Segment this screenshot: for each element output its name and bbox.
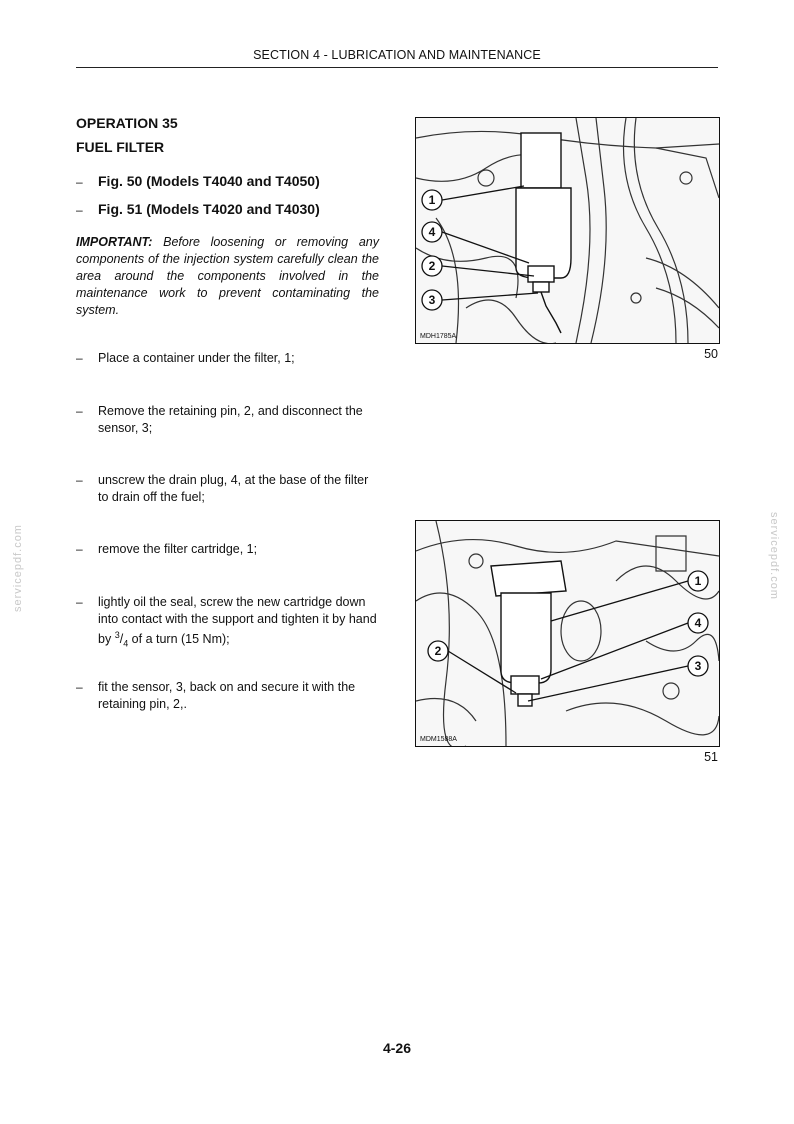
figure-50-illustration — [416, 118, 719, 343]
step-text: remove the filter cartridge, 1; — [98, 542, 258, 556]
step-text-part: lightly oil the seal, screw the new cartridge down into contact with the support and tighten it by hand by — [98, 595, 377, 647]
callout-label: 3 — [428, 293, 436, 307]
step-text: Place a container under the filter, 1; — [98, 351, 295, 365]
figure-code: MDM1588A — [420, 736, 457, 743]
figure-50-photo — [415, 117, 720, 344]
figure-number: 51 — [704, 750, 718, 764]
section-header: SECTION 4 - LUBRICATION AND MAINTENANCE — [253, 48, 541, 62]
list-dash: – — [76, 680, 83, 694]
step-text: unscrew the drain plug, 4, at the base of the filter to drain off the fuel; — [98, 473, 369, 504]
page-number: 4-26 — [382, 1040, 412, 1056]
step-text: fit the sensor, 3, back on and secure it with the retaining pin, 2,. — [98, 680, 356, 711]
callout-label: 1 — [694, 574, 702, 588]
callout-label: 2 — [434, 644, 442, 658]
list-dash: – — [76, 404, 83, 418]
figure-code: MDH1785A — [420, 333, 457, 340]
fraction-denominator: 4 — [123, 638, 129, 649]
list-dash: – — [76, 351, 83, 365]
important-text: Before loosening or removing any components of the injection system carefully clean the area around the components involved in the maintenance work to prevent contaminating the system. — [76, 235, 379, 317]
figure-ref-text: Fig. 50 (Models T4040 and T4050) — [98, 173, 320, 189]
list-dash: – — [76, 542, 83, 556]
step-text: Remove the retaining pin, 2, and disconnect the sensor, 3; — [98, 404, 363, 435]
list-item — [76, 403, 381, 436]
callout-label: 4 — [428, 225, 436, 239]
important-label: IMPORTANT: — [76, 235, 153, 249]
figure-51-illustration — [416, 521, 719, 746]
operation-subtitle: FUEL FILTER — [76, 139, 165, 155]
list-item — [76, 350, 381, 367]
step-text — [98, 594, 381, 652]
list-item — [76, 679, 381, 712]
step-text-part: of a turn (15 Nm); — [128, 632, 230, 647]
list-dash: – — [76, 175, 83, 189]
figure-51-photo — [415, 520, 720, 747]
callout-label: 3 — [694, 659, 702, 673]
important-note — [76, 234, 379, 319]
list-dash: – — [76, 473, 83, 487]
list-item — [76, 472, 381, 505]
watermark: servicepdf.com — [768, 512, 780, 600]
callout-label: 4 — [694, 616, 702, 630]
list-dash: – — [76, 595, 83, 609]
figure-ref-item — [76, 201, 320, 217]
fraction-separator: / — [119, 632, 124, 647]
callout-label: 2 — [428, 259, 436, 273]
figure-number: 50 — [704, 347, 718, 361]
callout-label: 1 — [428, 193, 436, 207]
list-item — [76, 541, 381, 558]
figure-ref-text: Fig. 51 (Models T4020 and T4030) — [98, 201, 320, 217]
fraction-numerator: 3 — [114, 630, 120, 640]
list-dash: – — [76, 203, 83, 217]
watermark: servicepdf.com — [12, 524, 24, 612]
operation-title: OPERATION 35 — [76, 115, 178, 131]
header-divider — [76, 67, 718, 68]
figure-ref-item — [76, 173, 320, 189]
list-item — [76, 594, 381, 652]
